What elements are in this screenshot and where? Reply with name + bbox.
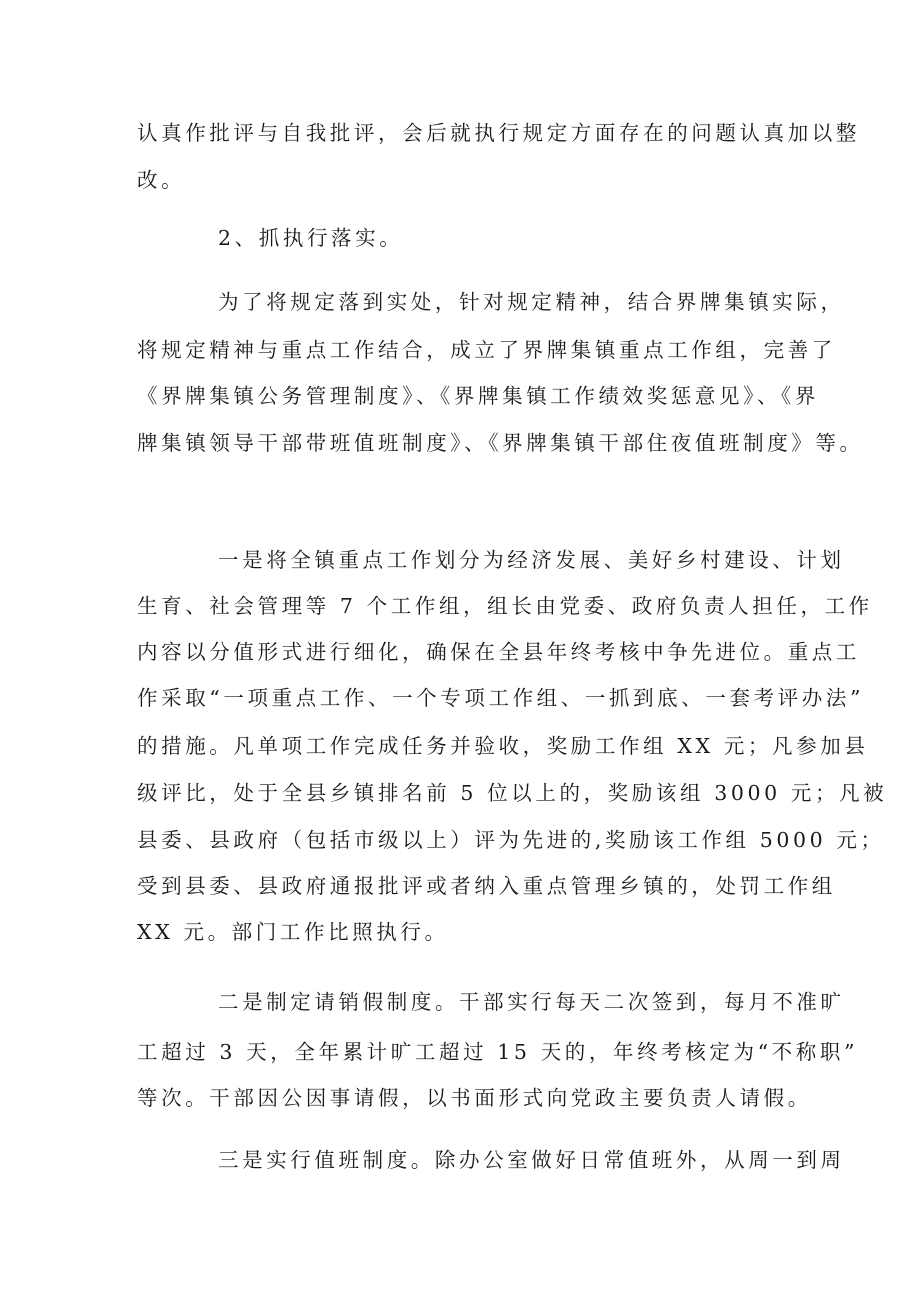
text-line: 将规定精神与重点工作结合，成立了界牌集镇重点工作组，完善了 (137, 338, 836, 362)
text-line: 作采取“一项重点工作、一个专项工作组、一抓到底、一套考评办法” (137, 686, 865, 710)
text-line: 改。 (137, 168, 186, 192)
text-line: XX 元。部门工作比照执行。 (137, 920, 449, 944)
text-line: 生育、社会管理等 7 个工作组，组长由党委、政府负责人担任，工作 (137, 594, 873, 618)
paragraph-first-line: 三是实行值班制度。除办公室做好日常值班外，从周一到周 (218, 1148, 845, 1172)
paragraph-first-line: 为了将规定落到实处，针对规定精神，结合界牌集镇实际， (218, 290, 845, 314)
paragraph-first-line: 二是制定请销假制度。干部实行每天二次签到，每月不准旷 (218, 990, 845, 1014)
text-line: 《界牌集镇公务管理制度》、《界牌集镇工作绩效奖惩意见》、《界 (137, 384, 819, 408)
text-line: 牌集镇领导干部带班值班制度》、《界牌集镇干部住夜值班制度》等。 (137, 431, 864, 455)
text-line: 内容以分值形式进行细化，确保在全县年终考核中争先进位。重点工 (137, 640, 860, 664)
text-line: 工超过 3 天，全年累计旷工超过 15 天的，年终考核定为“不称职” (137, 1040, 859, 1064)
text-line: 县委、县政府（包括市级以上）评为先进的,奖励该工作组 5000 元； (137, 828, 885, 852)
text-line: 受到县委、县政府通报批评或者纳入重点管理乡镇的，处罚工作组 (137, 874, 836, 898)
text-line: 的措施。凡单项工作完成任务并验收，奖励工作组 XX 元；凡参加县 (137, 734, 869, 758)
text-line: 认真作批评与自我批评，会后就执行规定方面存在的问题认真加以整 (137, 121, 860, 145)
text-line: 等次。干部因公因事请假，以书面形式向党政主要负责人请假。 (137, 1086, 812, 1110)
section-heading: 2、抓执行落实。 (218, 226, 404, 250)
text-line: 级评比，处于全县乡镇排名前 5 位以上的，奖励该组 3000 元；凡被 (137, 781, 888, 805)
paragraph-first-line: 一是将全镇重点工作划分为经济发展、美好乡村建设、计划 (218, 548, 845, 572)
